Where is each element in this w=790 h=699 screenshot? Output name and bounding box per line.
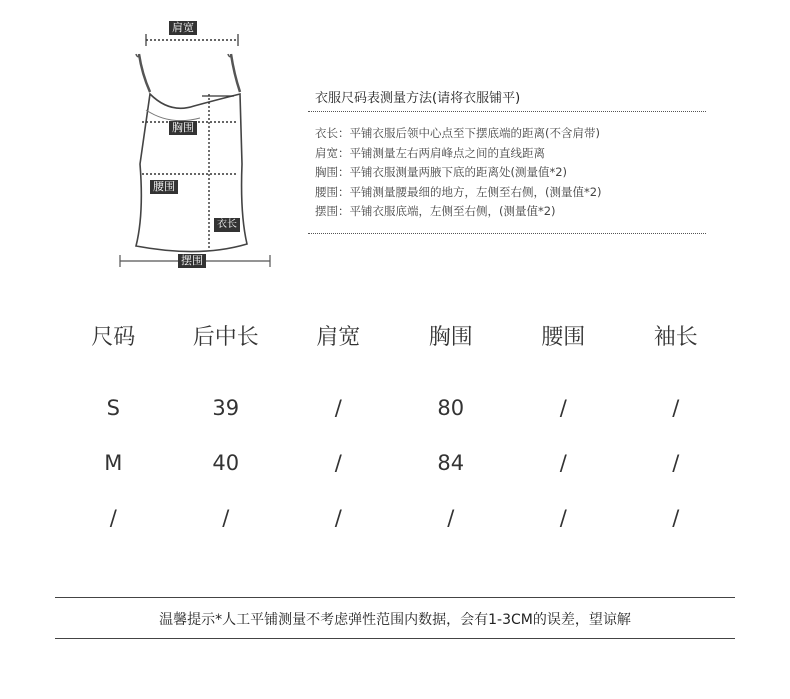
method-line-length: 衣长：平铺衣服后领中心点至下摆底端的距离(不含肩带) (315, 126, 600, 140)
table-cell: / (334, 505, 342, 530)
table-cell: / (334, 450, 342, 475)
table-cell: 80 (437, 395, 465, 420)
length-label: 衣长 (214, 218, 240, 232)
method-line-chest: 胸围：平铺衣服测量两腋下底的距离处(测量值*2) (315, 165, 568, 179)
table-cell: / (672, 450, 680, 475)
table-row (57, 435, 732, 490)
header-waist: 腰围 (541, 324, 586, 350)
table-cell: / (334, 395, 342, 420)
table-cell: 40 (212, 450, 240, 475)
method-line-hem: 摆围：平铺衣服底端，左侧至右侧，(测量值*2) (315, 204, 556, 218)
table-cell: / (222, 505, 230, 530)
table-cell: / (672, 395, 680, 420)
method-title: 衣服尺码表测量方法(请将衣服铺平) (315, 91, 521, 106)
footer-tip: 温馨提示*人工平铺测量不考虑弹性范围内数据，会有1-3CM的误差，望谅解 (159, 612, 631, 628)
shoulder-label: 肩宽 (169, 21, 197, 35)
method-list (315, 124, 602, 222)
header-sleeve: 袖长 (653, 324, 698, 350)
table-cell: / (109, 505, 117, 530)
table-row (57, 380, 732, 435)
table-header-row (57, 316, 732, 354)
table-cell: / (559, 395, 567, 420)
header-shoulder: 肩宽 (316, 324, 361, 350)
method-line-shoulder: 肩宽：平铺测量左右两肩峰点之间的直线距离 (315, 145, 545, 160)
table-cell: / (447, 505, 455, 530)
footer-divider-bottom (55, 638, 735, 639)
header-back-length: 后中长 (192, 324, 259, 350)
table-cell: 39 (212, 395, 240, 420)
table-cell: / (672, 505, 680, 530)
header-size: 尺码 (91, 324, 136, 350)
table-cell: / (559, 505, 567, 530)
waist-label: 腰围 (150, 180, 178, 194)
table-row (57, 490, 732, 545)
chest-label: 胸围 (169, 121, 197, 135)
header-chest: 胸围 (428, 324, 473, 350)
garment-diagram (110, 14, 285, 276)
divider (308, 111, 706, 112)
table-cell: S (106, 395, 120, 420)
hem-label: 摆围 (178, 254, 206, 268)
spacer-row (57, 354, 732, 380)
table-cell: / (559, 450, 567, 475)
method-line-waist: 腰围：平铺测量腰最细的地方，左侧至右侧，(测量值*2) (315, 184, 602, 199)
footer-divider-top (55, 597, 735, 598)
divider (308, 233, 706, 234)
size-table (57, 316, 732, 545)
table-cell: M (104, 450, 123, 475)
table-cell: 84 (437, 450, 465, 475)
camisole-outline (110, 14, 285, 276)
